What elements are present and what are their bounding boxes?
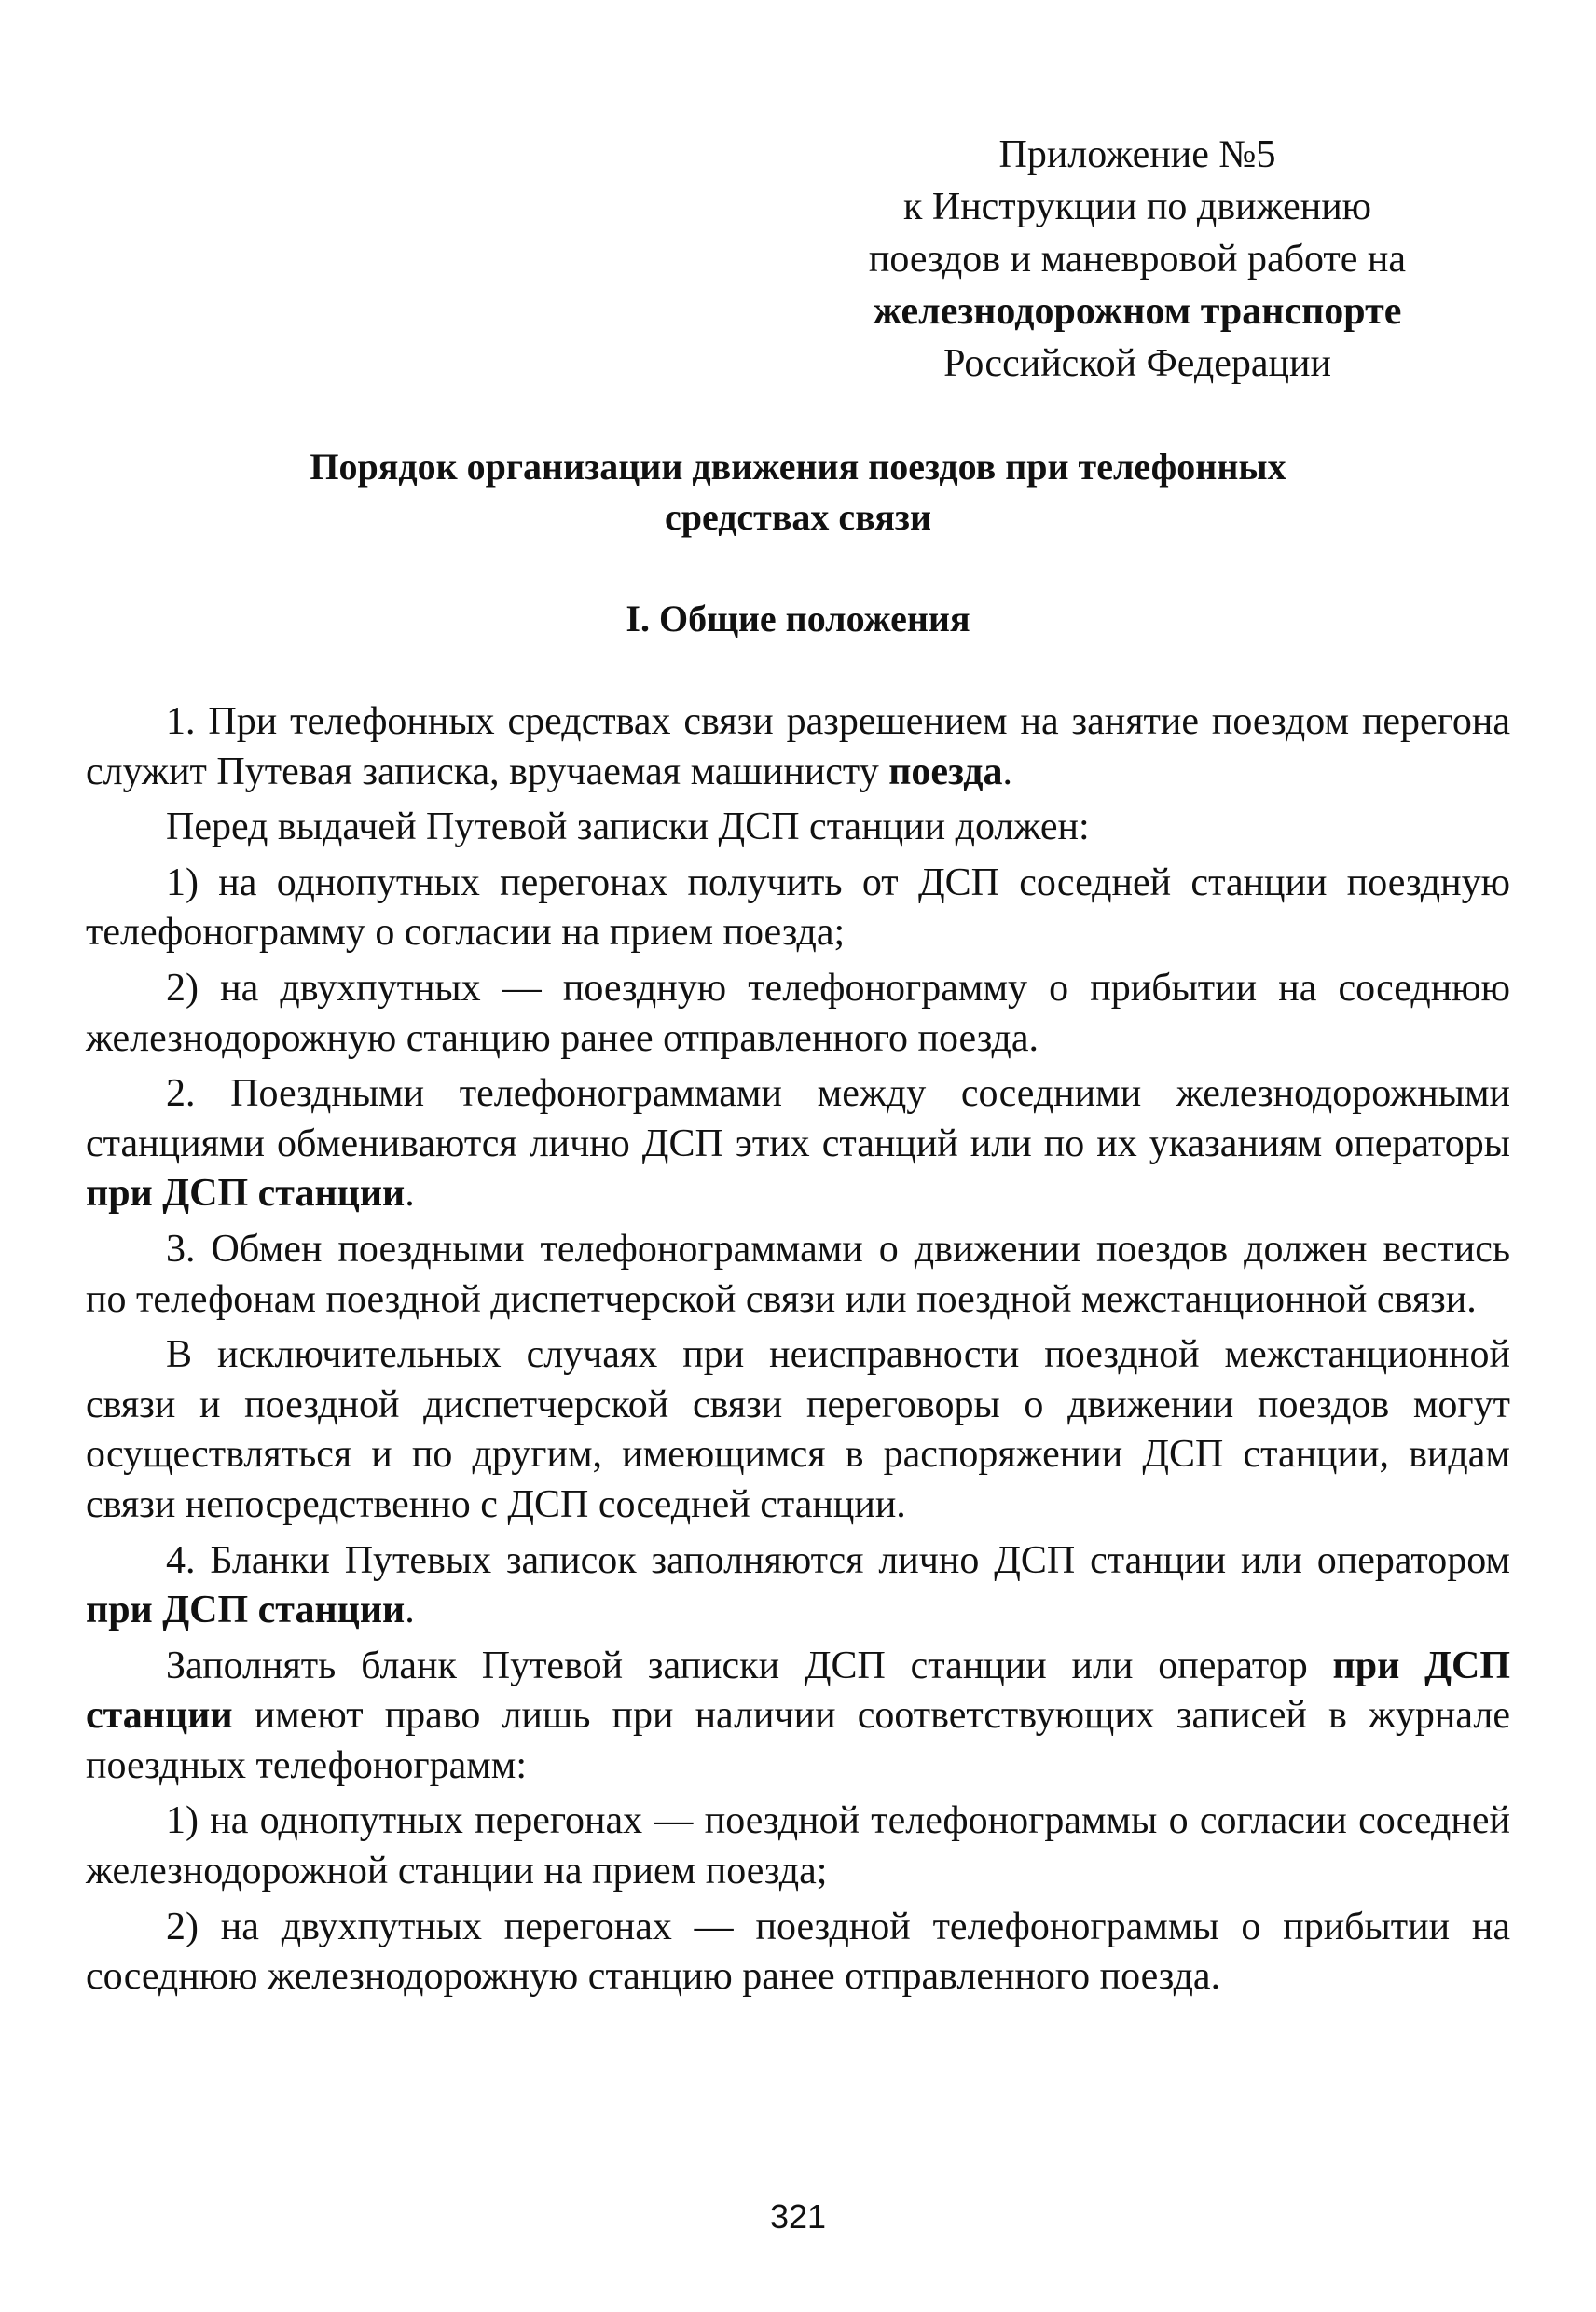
document-title	[112, 442, 1484, 543]
page-number: 321	[769, 2197, 827, 2236]
section-heading: I. Общие положения	[626, 598, 970, 640]
bold-text: при ДСП станции	[86, 1172, 406, 1216]
paragraph: 1. При телефонных средствах связи разрешением на занятие поездом перегона служит Путевая записка, вручаемая машинисту поезда.	[86, 700, 1510, 793]
document-body	[86, 697, 1510, 2008]
paragraph: В исключительных случаях при неисправности поездной межстанционной связи и поездной диспетчерской связи переговоры о движении поездов могут осуществляться и по другим, имеющимся в распоряжении ДСП станции, видам связи непосредственно с ДСП соседней станции.	[86, 1333, 1510, 1526]
paragraph: 1) на однопутных перегонах — поездной телефонограммы о согласии соседней железнодорожной станции на прием поезда;	[86, 1799, 1510, 1893]
paragraph: 2. Поездными телефонограммами между соседними железнодорожными станциями обмениваются лично ДСП этих станций или по их указаниям операторы при ДСП станции.	[86, 1072, 1510, 1216]
paragraph: Перед выдачей Путевой записки ДСП станции должен:	[166, 805, 1090, 849]
appendix-reference-line: поездов и маневровой работе на	[868, 238, 1407, 281]
bold-text: поезда	[888, 750, 1003, 793]
document-title-line: Порядок организации движения поездов при телефонных	[310, 446, 1286, 488]
appendix-reference-line-bold: железнодорожном транспорте	[873, 290, 1402, 333]
paragraph: 1) на однопутных перегонах получить от ДСП соседней станции поездную телефонограмму о согласии на прием поезда;	[86, 860, 1510, 955]
appendix-reference-line: к Инструкции по движению	[902, 186, 1372, 228]
appendix-reference-line: Российской Федерации	[943, 342, 1331, 385]
bold-text: при ДСП станции	[86, 1644, 1511, 1738]
paragraph: Заполнять бланк Путевой записки ДСП станции или оператор при ДСП станции имеют право лишь при наличии соответствующих записей в журнале поездных телефонограмм:	[86, 1644, 1511, 1787]
appendix-header	[802, 129, 1473, 390]
bold-text: при ДСП станции	[86, 1589, 406, 1632]
paragraph: 2) на двухпутных — поездную телефонограмму о прибытии на соседнюю железнодорожную станцию ранее отправленного поезда.	[86, 966, 1510, 1060]
appendix-number: Приложение №5	[998, 133, 1276, 176]
paragraph: 2) на двухпутных перегонах — поездной телефонограммы о прибытии на соседнюю железнодорожную станцию ранее отправленного поезда.	[86, 1905, 1510, 1999]
paragraph: 4. Бланки Путевых записок заполняются лично ДСП станции или оператором при ДСП станции.	[86, 1538, 1510, 1632]
paragraph: 3. Обмен поездными телефонограммами о движении поездов должен вестись по телефонам поездной диспетчерской связи или поездной межстанционной связи.	[86, 1227, 1510, 1321]
document-title-line: средствах связи	[664, 496, 932, 538]
